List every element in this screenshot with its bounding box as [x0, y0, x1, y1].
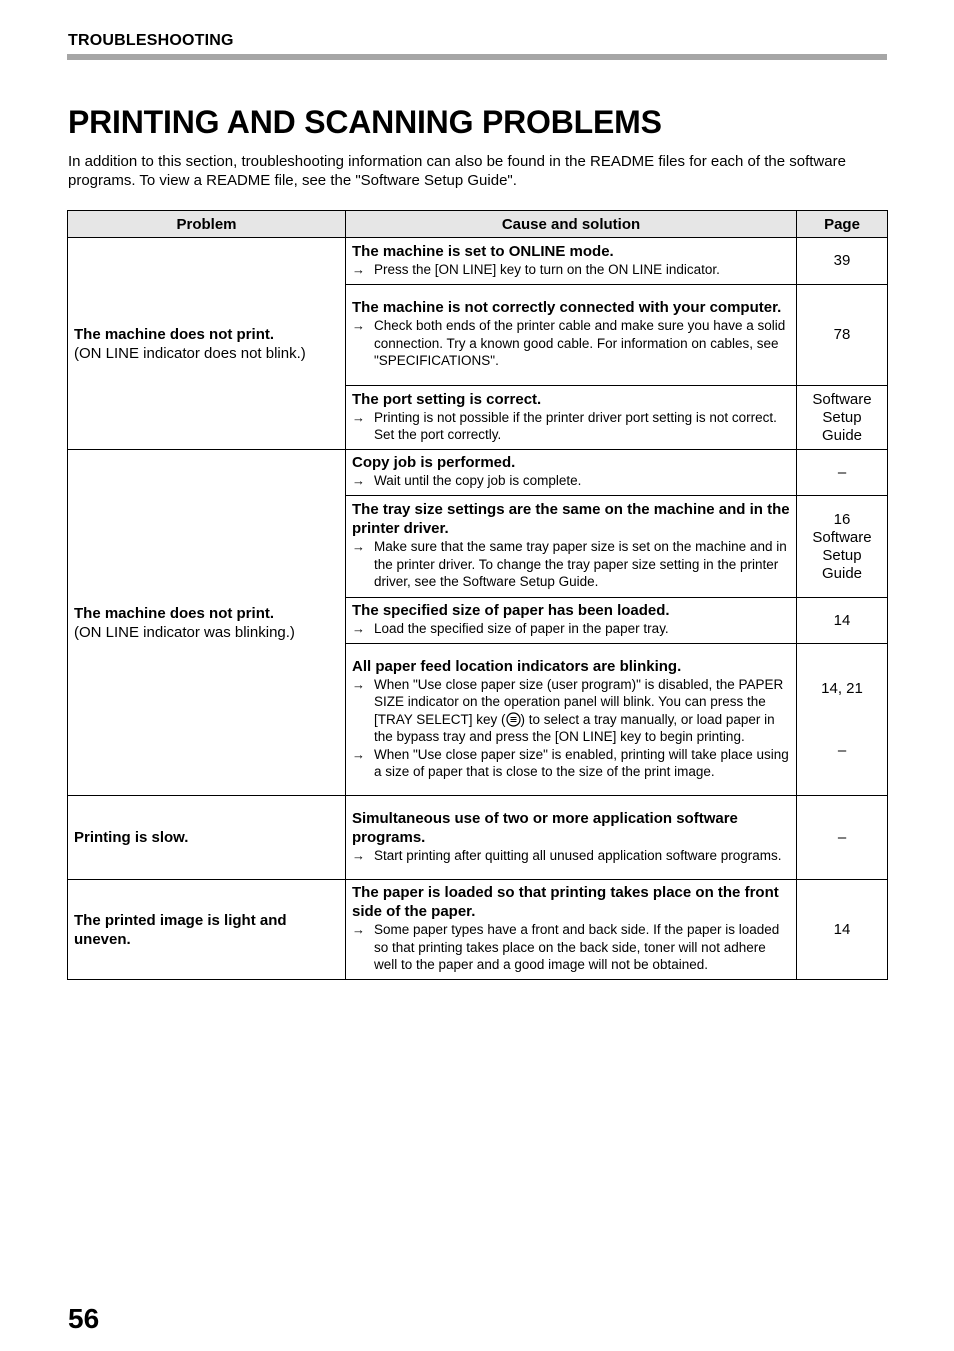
page-cell: Software Setup Guide — [797, 386, 888, 450]
page-cell: 14 — [797, 880, 888, 980]
arrow-icon: → — [352, 746, 365, 762]
arrow-icon: → — [352, 922, 365, 938]
solution: → Printing is not possible if the printer driver port setting is not correct. Set the port correctly. — [352, 409, 777, 442]
problem-note: (ON LINE indicator does not blink.) — [74, 344, 306, 362]
cause-title: The specified size of paper has been loaded. — [352, 602, 670, 620]
cause-cell — [346, 880, 797, 980]
solution: → Check both ends of the printer cable and make sure you have a solid connection. Try a known good cable. For information on cables, see "SPECIFICATIONS". — [352, 318, 786, 369]
solution: → Start printing after quitting all unused application software programs. — [352, 847, 782, 863]
cause-title: The paper is loaded so that printing takes place on the front side of the paper. — [352, 884, 779, 921]
arrow-icon: → — [352, 409, 365, 425]
arrow-icon: → — [352, 539, 365, 555]
table-row — [68, 796, 888, 880]
cause-cell — [346, 796, 797, 880]
intro-paragraph: In addition to this section, troubleshooting information can also be found in the README files for each of the software programs. To view a README file, see the "Software Setup Guide". — [68, 153, 846, 189]
cause-title: The port setting is correct. — [352, 390, 542, 408]
cause-title: All paper feed location indicators are blinking. — [352, 657, 682, 675]
problem-title: The machine does not print. — [74, 325, 275, 343]
page-cell: 16 Software Setup Guide — [797, 496, 888, 598]
cause-title: Copy job is performed. — [352, 454, 516, 472]
header-cause: Cause and solution — [346, 211, 797, 238]
problem-note: (ON LINE indicator was blinking.) — [74, 623, 295, 641]
problem-cell — [68, 238, 346, 450]
page-title: PRINTING AND SCANNING PROBLEMS — [68, 104, 662, 140]
page-cell: 78 — [797, 285, 888, 386]
page-cell: – — [797, 796, 888, 880]
page-cell: 14 — [797, 598, 888, 644]
problem-cell — [68, 796, 346, 880]
page-cell: 39 — [797, 238, 888, 285]
solution: → Some paper types have a front and back side. If the paper is loaded so that printing takes place on the back side, toner will not adhere well to the paper and a good image will not be obtained. — [352, 922, 780, 973]
cause-cell — [346, 644, 797, 796]
solution: → Wait until the copy job is complete. — [352, 473, 582, 489]
arrow-icon: → — [352, 621, 365, 637]
arrow-icon: → — [352, 318, 365, 334]
table-row — [68, 238, 888, 285]
cause-cell — [346, 285, 797, 386]
problem-cell — [68, 450, 346, 796]
solution: → Press the [ON LINE] key to turn on the ON LINE indicator. — [352, 261, 720, 277]
cause-title: Simultaneous use of two or more application software programs. — [352, 809, 738, 846]
tray-select-key-icon — [506, 712, 521, 727]
section-label: TROUBLESHOOTING — [68, 32, 234, 49]
problem-cell — [68, 880, 346, 980]
table-row — [68, 880, 888, 980]
page-number: 56 — [68, 1303, 100, 1334]
solution: → When "Use close paper size" is enabled, printing will take place using a size of paper that is close to the size of the print image. — [352, 746, 789, 779]
solution: → Make sure that the same tray paper size is set on the machine and in the printer driver. To change the tray paper size setting in the printer driver, see the Software Setup Guide. — [352, 539, 787, 590]
problem-title: Printing is slow. — [74, 829, 189, 846]
page-cell: 14, 21 – — [797, 644, 888, 796]
page-cell: – — [797, 450, 888, 496]
header-page: Page — [797, 211, 888, 238]
cause-title: The tray size settings are the same on the machine and in the printer driver. — [352, 501, 790, 538]
cause-cell — [346, 238, 797, 285]
arrow-icon: → — [352, 261, 365, 277]
header-problem: Problem — [68, 211, 346, 238]
arrow-icon: → — [352, 676, 365, 692]
cause-title: The machine is set to ONLINE mode. — [352, 242, 614, 260]
problem-title: The machine does not print. — [74, 604, 275, 622]
cause-cell — [346, 598, 797, 644]
cause-cell — [346, 450, 797, 496]
troubleshooting-table — [67, 210, 888, 980]
solution: → When "Use close paper size (user program)" is disabled, the PAPER SIZE indicator on the operation panel will blink. You can press the [TRAY SELECT] key ( ) to select a tray manually, or load paper in the bypass tray and press the [ON LINE] key to begin printing. — [352, 676, 784, 744]
solution: → Load the specified size of paper in the paper tray. — [352, 621, 669, 637]
table-header-row — [68, 211, 888, 238]
arrow-icon: → — [352, 847, 365, 863]
header-rule — [67, 54, 887, 60]
cause-cell — [346, 496, 797, 598]
problem-title: The printed image is light and uneven. — [74, 911, 287, 948]
arrow-icon: → — [352, 473, 365, 489]
cause-cell — [346, 386, 797, 450]
table-row — [68, 450, 888, 496]
cause-title: The machine is not correctly connected with your computer. — [352, 299, 782, 317]
